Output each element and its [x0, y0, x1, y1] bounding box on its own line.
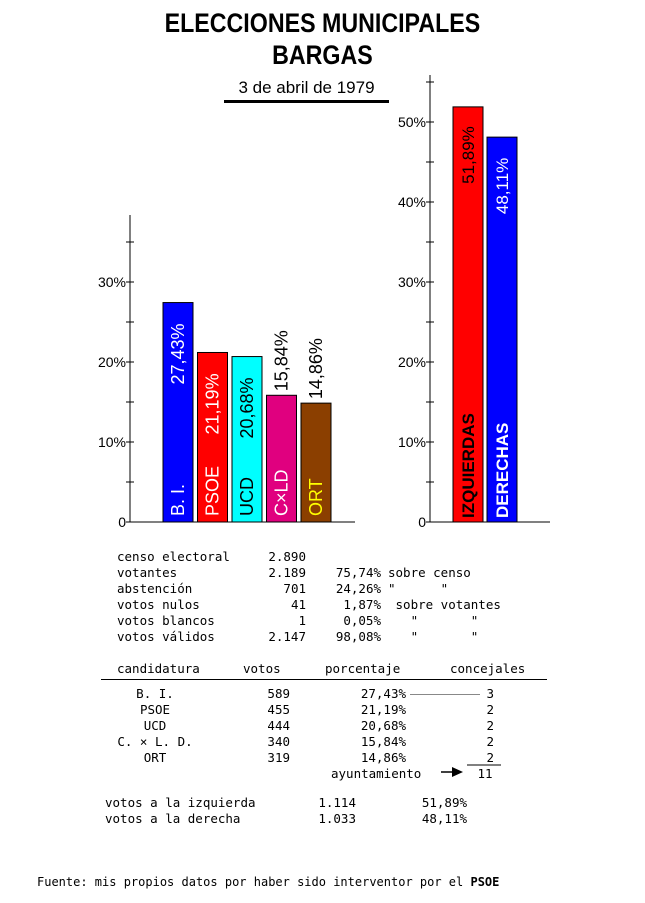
stat-value: 701 [283, 581, 306, 596]
total-seats: 11 [477, 766, 493, 781]
value-label: 27,43% [168, 323, 188, 385]
row-percent: 27,43% [360, 686, 406, 701]
value-label: 48,11% [493, 157, 512, 215]
bloc-percent: 51,89% [421, 795, 467, 810]
row-percent: 21,19% [360, 702, 406, 717]
stat-label: votos nulos [117, 597, 200, 612]
stat-value: 41 [290, 597, 306, 612]
stat-percent: 0,05% [343, 613, 381, 628]
source-party: PSOE [470, 875, 500, 889]
stat-value: 1 [298, 613, 306, 628]
stat-note: sobre censo [388, 565, 471, 580]
row-seats: 3 [486, 686, 494, 701]
stat-value: 2.147 [268, 629, 306, 644]
y-tick-label: 40% [397, 194, 426, 210]
category-label: C×LD [271, 469, 292, 516]
stat-note: " " [388, 581, 449, 596]
stat-label: votos válidos [117, 629, 215, 644]
bloc-percent: 48,11% [421, 811, 467, 826]
stat-label: abstención [117, 581, 193, 596]
value-label: 14,86% [306, 338, 326, 400]
row-votes: 589 [267, 686, 290, 701]
row-votes: 340 [267, 734, 290, 749]
value-label: 51,89% [459, 126, 478, 184]
category-label: ORT [306, 478, 326, 516]
col-header-porcentaje: porcentaje [325, 661, 401, 676]
stat-percent: 98,08% [335, 629, 381, 644]
col-header-concejales: concejales [450, 661, 526, 676]
stat-note: " " [388, 629, 479, 644]
category-label: DERECHAS [493, 422, 512, 518]
col-header-votos: votos [243, 661, 281, 676]
y-tick-label: 20% [397, 354, 426, 370]
stat-note: sobre votantes [388, 597, 501, 612]
value-label: 15,84% [271, 330, 292, 392]
stat-value: 2.890 [268, 549, 306, 564]
row-votes: 455 [267, 702, 290, 717]
category-label: PSOE [202, 465, 223, 516]
value-label: 21,19% [202, 373, 223, 435]
row-votes: 444 [267, 718, 290, 733]
y-tick-label: 10% [397, 434, 426, 450]
stat-percent: 24,26% [335, 581, 381, 596]
bloc-votes: 1.033 [318, 811, 356, 826]
row-seats: 2 [486, 718, 494, 733]
stat-percent: 75,74% [335, 565, 381, 580]
row-percent: 20,68% [360, 718, 406, 733]
row-party: PSOE [139, 702, 171, 717]
stat-label: votantes [117, 565, 178, 580]
bloc-label: votos a la izquierda [105, 795, 256, 810]
row-seats: 2 [486, 734, 494, 749]
row-percent: 15,84% [360, 734, 406, 749]
col-header-candidatura: candidatura [117, 661, 200, 676]
stat-label: censo electoral [117, 549, 230, 564]
category-label: B. I. [168, 483, 188, 516]
y-tick-label: 30% [397, 274, 426, 290]
row-party: ORT [143, 750, 167, 765]
category-label: IZQUIERDAS [459, 413, 478, 518]
stat-note: " " [388, 613, 479, 628]
row-seats: 2 [486, 750, 494, 765]
y-tick-label: 0 [418, 514, 426, 530]
title-line-1: ELECCIONES MUNICIPALES [164, 8, 481, 38]
row-seats: 2 [486, 702, 494, 717]
stat-percent: 1,87% [343, 597, 381, 612]
title-line-2: BARGAS [272, 40, 373, 70]
source-note [37, 874, 499, 890]
row-percent: 14,86% [360, 750, 406, 765]
row-party: C. × L. D. [117, 734, 193, 749]
y-tick-label: 0 [118, 514, 126, 530]
source-text: Fuente: mis propios datos por haber sido interventor por el [37, 875, 471, 889]
stat-label: votos blancos [117, 613, 215, 628]
election-date: 3 de abril de 1979 [238, 78, 375, 97]
bloc-label: votos a la derecha [105, 811, 241, 826]
category-label: UCD [237, 477, 257, 516]
row-party: UCD [143, 718, 167, 733]
y-tick-label: 20% [97, 354, 126, 370]
y-tick-label: 50% [397, 114, 426, 130]
y-tick-label: 30% [97, 274, 126, 290]
total-label: ayuntamiento [331, 766, 422, 781]
value-label: 20,68% [237, 377, 257, 439]
y-tick-label: 10% [97, 434, 126, 450]
row-votes: 319 [267, 750, 290, 765]
stat-value: 2.189 [268, 565, 306, 580]
row-party: B. I. [136, 686, 174, 701]
bloc-votes: 1.114 [318, 795, 356, 810]
